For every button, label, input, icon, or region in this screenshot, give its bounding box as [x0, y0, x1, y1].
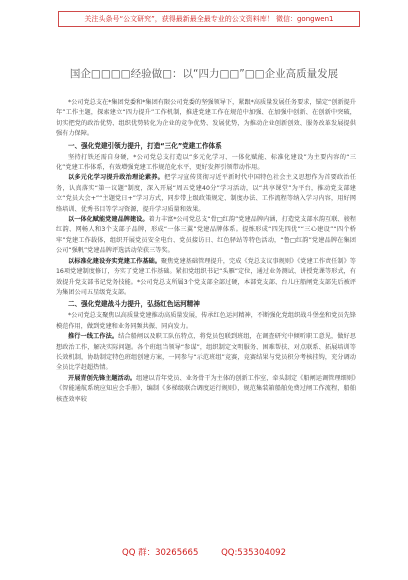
top-banner: 关注头条号“公文研究”，获得最新最全最专业的公文资料库！ 微信：gongwen1 — [58, 11, 360, 27]
paragraph-text: 结合船闸以及职工队伍特点，将党员包联到班组，在调查研究中倾听职工意见，做好思想政治工作，解决实际问题。各个班组当领导“参谋”，组织制定文明服务、困难帮扶、对点联系、拓展培训等长效机制，协助制定特色班组创建方案，一同参与“示范班组”竞赛，竞赛结果与党员积分考核挂钩，充分调动全员比学赶超热情。 — [56, 333, 357, 372]
qq-group-number: QQ 群：30265665 — [122, 548, 199, 558]
section1-heading: 一、强化党建引领力提升，打造“三化”党建工作体系 — [68, 141, 222, 150]
section1-paragraph-2 — [56, 173, 356, 215]
paragraph-lead: 以一体化赋能党建品牌建设。 — [68, 216, 149, 224]
qq-number: QQ:535304092 — [221, 548, 286, 558]
paragraph-text: 聚焦党建基础管理提升，完成《党总支议事规则》《党建工作责任制》等16项党建制度修订，夯实了党建工作基础。紧扣党组织书记“头雁”定位，通过业务测试、讲授党课等形式，有效提升党支部书记党务技能。*公司党总支所属3个党支部全部过硬，本部党支部、台儿庄船闸党支部先后被评为集团公司五星级党支部。 — [56, 257, 356, 296]
section2-paragraph-2 — [56, 332, 356, 374]
section1-paragraph-4 — [56, 257, 356, 299]
intro-paragraph: *公司党总支在*集团党委和*集团有限公司党委的坚强领导下，紧跟*高质量发展任务要求，锚定“创新提升年”工作主题，探索建立“四力提升”工作机制，推进党建工作在规范中加强、在加强中创新、在创新中突破，切实把党的政治优势、组织优势转化为企业的竞争优势、发展优势，为推动企业创新创效、服务改革发展提供强有力保障。 — [56, 99, 356, 138]
footer — [0, 546, 408, 558]
paragraph-text: 把学习宣传贯彻习近平新时代中国特色社会主义思想作为首要政治任务，认真落实“第一议题”制度，深入开展“周五党建40分”学习活动，以“共享课堂”为平台，推动党支部建立“党员大会+”“主题党日+”学习方式，同步带上级政策规定、制度办法、工作流程等纳入学习内容，用好网络培训、优秀书目等学习资源，提升学习质量和效果。 — [56, 174, 357, 213]
section1-paragraph-3 — [56, 215, 356, 257]
paragraph-lead: 以标准化建设夯实党建工作基础。 — [68, 257, 161, 265]
paragraph-lead: 推行一线工作法。 — [68, 333, 119, 341]
paragraph-lead: 开展青创先锋主题活动。 — [68, 374, 137, 382]
document-body — [56, 98, 356, 405]
document-title: 国企□□□□经验做□：以“四力□□”□□企业高质量发展 — [69, 68, 339, 80]
section1-paragraph-1: 坚持打铁还需自身硬，*公司党总支打造以“多元化学习、一体化赋能、标准化建设”为主要内容的“三化”党建工作体系，有效增强党建工作规范化水平，更好发挥引领带动作用。 — [56, 153, 356, 172]
section2-heading: 二、强化党建战斗力提升，弘扬红色运河精神 — [68, 300, 200, 309]
paragraph-lead: 以多元化学习提升政治理论素养。 — [68, 174, 165, 182]
paragraph-text: 着力丰富*公司党总支“骨□红韵”党建品牌内涵，打造党支部水韵互联、骏程红韵、网畅人和3个支部子品牌，形成“一体三翼”党建品牌体系。提炼形成“四先四优”“三心建设”“四个桥牢”党建工作载体，组织开展党员安全电台、党员接访日、红色驿站等特色活动，“鲁□红韵”党建品牌在集团公司“强帆”党建品牌评选活动荣获三等奖。 — [56, 216, 356, 255]
paragraph-text: 组建以青年党员、业务骨干为主体的创新工作室，牵头制定《船闸运调管理细则》《智能通航系统应知应会手册》，编制《多梯级联合调度运行规则》，规范集装箱船舶免费过闸工作流程，船舶核查效率较 — [56, 374, 357, 403]
section2-paragraph-1: *公司党总支聚焦以高质量党建推动高质量发展，传承红色运河精神，不断强化党组织战斗堡垒和党员先锋模范作用，做到党建和业务同频共振、同向发力。 — [56, 312, 356, 330]
section2-paragraph-3 — [56, 374, 356, 405]
